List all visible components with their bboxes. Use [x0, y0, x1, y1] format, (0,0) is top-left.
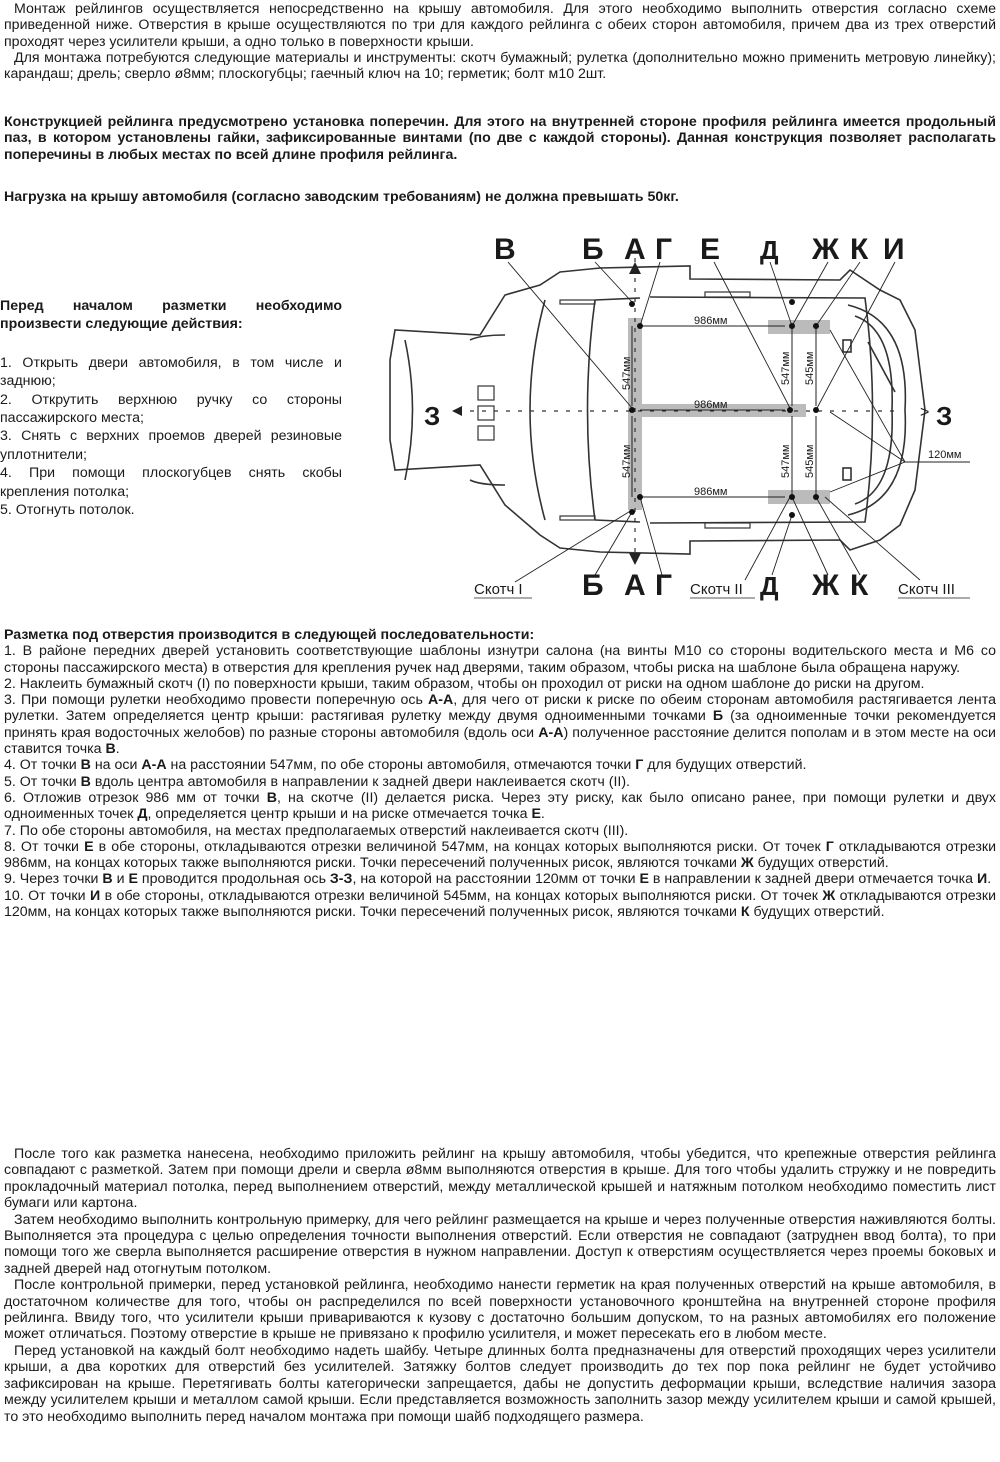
marking-step-6: 6. Отложив отрезок 986 мм от точки В, на скотче (II) делается риска. Через эту риску, как было описано ранее, при помощи рулетки и двух одноименных точек Д, определяется центр крыши и на риске отмечается точка Е. — [4, 789, 996, 823]
point-E — [787, 407, 793, 413]
roof-marking-diagram — [380, 228, 990, 608]
label-A-bottom: А — [624, 569, 646, 602]
tape-I-label: Скотч I — [474, 581, 523, 598]
dim-547-upper-left: 547мм — [621, 356, 633, 390]
label-Zh-bottom: Ж — [812, 569, 840, 602]
marking-heading: Разметка под отверстия производится в следующей последовательности: — [4, 627, 535, 643]
point-B-top — [629, 301, 635, 307]
preparation-step: 3. Снять с верхних проемов дверей резиновые уплотнители; — [0, 428, 342, 463]
load-note: Нагрузка на крышу автомобиля (согласно заводским требованиям) не должна превышать 50кг. — [4, 189, 679, 205]
point-I — [813, 407, 819, 413]
installation-section — [4, 1146, 996, 1425]
installation-paragraph-3: После контрольной примерки, перед установкой рейлинга, необходимо нанести герметик на края полученных отверстий на крыше автомобиля, в достаточном количестве для того, чтобы он распределился по всей поверхности установочного кронштейна на внутренней стороне профиля рейлинга. Ввиду того, что усилители крыши привариваются к кузову с достаточно большим допуском, то на разных автомобилях его положение может отличаться. Поэтому отверстие в крыше не привязано к профилю усилителя, и может пересекать его в любом месте. — [4, 1277, 996, 1343]
marking-step-2: 2. Наклеить бумажный скотч (I) по поверхности крыши, таким образом, чтобы он проходил от риски на одном шаблоне до риски на другом. — [4, 675, 925, 692]
intro-paragraph-1: Монтаж рейлингов осуществляется непосредственно на крышу автомобиля. Для этого необходимо выполнить отверстия согласно схеме приведенной ниже. Отверстия в крыше осуществляются по три для каждого рейлинга с обеих сторон автомобиля, причем два из трех отверстий проходят через усилители крыши, а одно только в поверхности крыши. — [4, 1, 996, 50]
preparation-steps — [0, 297, 342, 519]
label-E-top: Е — [700, 233, 721, 266]
preparation-heading: Перед началом разметки необходимо произвести следующие действия: — [0, 298, 342, 333]
label-B-bottom: Б — [582, 569, 604, 602]
dim-547-lower-right: 547мм — [780, 444, 792, 478]
point-D-top — [789, 299, 795, 305]
installation-paragraph-2: Затем необходимо выполнить контрольную примерку, для чего рейлинг размещается на крыше и через полученные отверстия наживляются болты. Выполняется эта процедура с целью определения точности выполнения отверстий. Если отверстия не совпадают (затруднен ввод болта), то при помощи того же сверла выполняется расширение отверстия в нужном направлении. Доступ к отверстиям осуществляется через проемы боковых и задней дверей над отогнутым потолком. — [4, 1211, 996, 1277]
axis-label-left: З — [424, 401, 441, 431]
point-Zh-bottom — [789, 494, 795, 500]
axis-label-right: З — [936, 401, 953, 431]
dim-120: 120мм — [928, 449, 962, 461]
marking-steps — [4, 627, 996, 920]
arrow-down-icon — [629, 553, 641, 565]
tape-III-label: Скотч III — [898, 581, 955, 598]
dim-986-middle: 986мм — [694, 399, 728, 411]
marking-step-4: 4. От точки В на оси А-А на расстоянии 547мм, по обе стороны автомобиля, отмечаются точки Г для будущих отверстий. — [4, 757, 807, 774]
preparation-step: 5. Отогнуть потолок. — [0, 502, 135, 519]
wiper — [843, 340, 895, 480]
dim-547-lower-left: 547мм — [621, 444, 633, 478]
label-Zh-top: Ж — [812, 233, 840, 266]
construction-note: Конструкцией рейлинга предусмотрено установка поперечин. Для этого на внутренней стороне профиля рейлинга имеется продольный паз, в котором установлены гайки, зафиксированные винтами (по две с каждой стороны). Данная конструкция позволяет располагать поперечины в любых местах по всей длине профиля рейлинга. — [4, 114, 996, 163]
point-K-bottom — [813, 494, 819, 500]
installation-paragraph-1: После того как разметка нанесена, необходимо приложить рейлинг на крышу автомобиля, чтобы убедится, что крепежные отверстия рейлинга совпадают с разметкой. Затем при помощи дрели и сверла ø8мм выполняются отверстия в крыше. Для того чтобы удалить стружку и не повредить прокладочный материал потолка, перед выполнением отверстий, между металлической крышей и натяжным потолком необходимо поместить лист бумаги или картона. — [4, 1146, 996, 1212]
preparation-step: 4. При помощи плоскогубцев снять скобы крепления потолка; — [0, 465, 342, 500]
point-G-bottom — [637, 494, 643, 500]
marking-step-9: 9. Через точки В и Е проводится продольная ось З-З, на которой на расстоянии 120мм от точки Е в направлении к задней двери отмечается точка И. — [4, 871, 992, 888]
marking-step-1: 1. В районе передних дверей установить соответствующие шаблоны изнутри салона (на винты М10 со стороны водительского места и М6 со стороны пассажирского места) в отверстия для крепления ручек над дверями, таким образом, чтобы риска на шаблоне была обращена наружу. — [4, 643, 996, 676]
pointer-lines — [508, 262, 970, 582]
point-Zh-top — [789, 323, 795, 329]
label-V-top: В — [494, 233, 516, 266]
label-A-top: А — [624, 233, 646, 266]
point-V — [629, 407, 635, 413]
marking-step-5: 5. От точки В вдоль центра автомобиля в направлении к задней двери наклеивается скотч (II). — [4, 773, 630, 790]
intro-paragraph-2: Для монтажа потребуются следующие материалы и инструменты: скотч бумажный; рулетка (дополнительно можно применить метровую линейку); карандаш; дрель; сверло ø8мм; плоскогубцы; гаечный ключ на 10; герметик; болт м10 2шт. — [4, 49, 996, 83]
marking-step-10: 10. От точки И в обе стороны, откладываются отрезки величиной 545мм, на концах которых выполняются риски. От точек Ж откладываются отрезки 120мм, на концах которых также выполняются риски. Точки пересечений полученных рисок, являются точками К будущих отверстий. — [4, 887, 996, 921]
dim-986-top: 986мм — [694, 315, 728, 327]
tape-strips — [628, 318, 830, 510]
label-B-top: Б — [582, 233, 604, 266]
arrow-right-icon: > — [920, 404, 930, 421]
dim-545-upper: 545мм — [804, 351, 816, 385]
point-D-bottom — [789, 512, 795, 518]
label-K-top: К — [850, 233, 869, 266]
label-K-bottom: К — [850, 569, 869, 602]
tape-II-label: Скотч II — [690, 581, 743, 598]
preparation-step: 2. Открутить верхнюю ручку со стороны пассажирского места; — [0, 391, 342, 427]
dim-986-bottom: 986мм — [694, 486, 728, 498]
label-G-top: Г — [655, 233, 673, 266]
tape-III-top — [768, 320, 830, 334]
dim-545-lower: 545мм — [804, 444, 816, 478]
intro-section — [4, 1, 996, 82]
dim-547-upper-right: 547мм — [780, 351, 792, 385]
mirror-squares — [478, 386, 494, 440]
point-B-bottom — [629, 509, 635, 515]
label-D-top: Д — [760, 235, 779, 265]
installation-paragraph-4: Перед установкой на каждый болт необходимо надеть шайбу. Четыре длинных болта предназначены для отверстий проходящих через усилители крыши, а два коротких для отверстий без усилителей. Затяжку болтов следует производить до тех пор пока рейлинг не будет устойчиво зафиксирован на крыше. Перетягивать болты категорически запрещается, дабы не допустить деформации крыши, вследствие наличия зазора между усилителем крыши и металлом самой крыши. Если представляется возможность заполнить зазор между усилителем крыши и самой крышей, то это необходимо выполнить перед началом монтажа при помощи шайб подходящего размера. — [4, 1342, 996, 1425]
arrow-left-icon — [452, 406, 462, 416]
point-G-top — [637, 323, 643, 329]
marking-step-3: 3. При помощи рулетки необходимо провести поперечную ось А-А, для чего от риски к риске по обеим сторонам автомобиля растягивается лента рулетки. Затем определяется центр крыши: растягивая рулетку между двумя одноименными точками Б (за одноименные точки рекомендуется принять края водосточных желобов) по разные стороны автомобиля (вдоль оси А-А) полученное расстояние делится пополам и в этом месте на оси ставится точка В. — [4, 692, 996, 758]
point-K-top — [813, 323, 819, 329]
marking-step-7: 7. По обе стороны автомобиля, на местах предполагаемых отверстий наклеивается скотч (III). — [4, 822, 629, 839]
label-G-bottom: Г — [655, 569, 673, 602]
marking-step-8: 8. От точки Е в обе стороны, откладываются отрезки величиной 547мм, на концах которых выполняются риски. От точек Г откладываются отрезки 986мм, на концах которых также выполняются риски. Точки пересечений полученных рисок, являются точками Ж будущих отверстий. — [4, 838, 996, 872]
label-D-bottom: Д — [760, 571, 779, 601]
preparation-step: 1. Открыть двери автомобиля, в том числе и заднюю; — [0, 354, 342, 390]
label-I-top: И — [883, 233, 905, 266]
